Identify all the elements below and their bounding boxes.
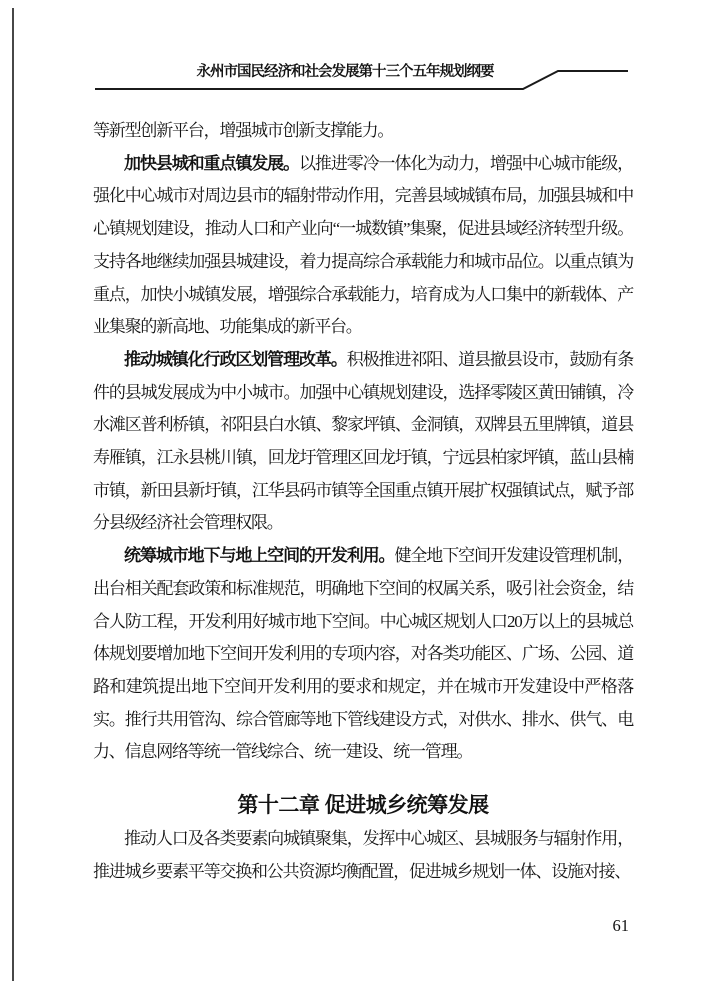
body-paragraph — [93, 115, 633, 148]
paragraph-text: 健全地下空间开发建设管理机制，出台相关配套政策和标准规范，明确地下空间的权属关系，吸引社会资金，结合人防工程，开发利用好城市地下空间。中心城区规划人口20万以上的县城总体规划要增加地下空间开发利用的专项内容，对各类功能区、广场、公园、道路和建筑提出地下空间开发利用的要求和规定，并在城市开发建设中严格落实。推行共用管沟、综合管廊等地下管线建设方式，对供水、排水、供气、电力、信息网络等统一管线综合、统一建设、统一管理。 — [93, 546, 633, 762]
body-paragraph — [93, 823, 633, 888]
header-rule — [95, 60, 635, 96]
running-header-title: 永州市国民经济和社会发展第十三个五年规划纲要 — [196, 64, 494, 80]
paragraph-text: 推动人口及各类要素向城镇聚集，发挥中心城区、县城服务与辐射作用，推进城乡要素平等交换和公共资源均衡配置，促进城乡规划一体、设施对接、 — [93, 829, 633, 881]
paragraph-text: 以推进零冷一体化为动力，增强中心城市能级，强化中心城市对周边县市的辐射带动作用，完善县域城镇布局，加强县城和中心镇规划建设，推动人口和产业向“一城数镇”集聚，促进县域经济转型升级。支持各地继续加强县城建设，着力提高综合承载能力和城市品位。以重点镇为重点，加快小城镇发展，增强综合承载能力，培育成为人口集中的新载体、产业集聚的新高地、功能集成的新平台。 — [93, 153, 633, 337]
paragraph-text: 等新型创新平台，增强城市创新支撑能力。 — [93, 121, 394, 140]
body-paragraph — [93, 344, 633, 540]
page-edge-line — [12, 8, 14, 981]
paragraph-text: 积极推进祁阳、道县撤县设市，鼓励有条件的县城发展成为中小城市。加强中心镇规划建设，选择零陵区黄田铺镇，冷水滩区普利桥镇，祁阳县白水镇、黎家坪镇、金洞镇，双牌县五里牌镇，道县寿雁镇，江永县桃川镇，回龙圩管理区回龙圩镇，宁远县柏家坪镇，蓝山县楠市镇，新田县新圩镇，江华县码市镇等全国重点镇开展扩权强镇试点，赋予部分县级经济社会管理权限。 — [93, 349, 633, 533]
body-text — [93, 115, 633, 888]
page-number: 61 — [612, 916, 629, 935]
body-paragraph — [93, 148, 633, 344]
paragraph-lead: 加快县城和重点镇发展。 — [124, 153, 299, 173]
paragraph-lead: 推动城镇化行政区划管理改革。 — [124, 349, 347, 369]
paragraph-lead: 统筹城市地下与地上空间的开发利用。 — [124, 546, 395, 566]
chapter-heading: 第十二章 促进城乡统筹发展 — [237, 794, 489, 818]
body-paragraph — [93, 540, 633, 769]
